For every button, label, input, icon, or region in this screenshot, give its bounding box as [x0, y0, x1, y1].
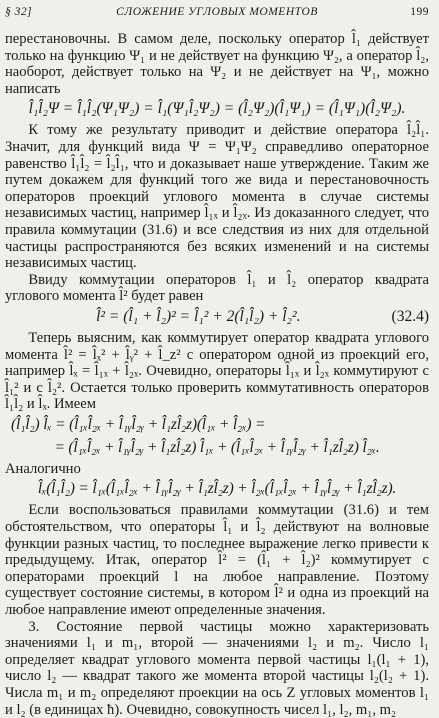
paragraph-1: перестановочны. В самом деле, поскольку оператор l̂₁ действует только на функцию Ψ₁ и не действует на функцию Ψ₂, а оператор l̂₂, наоборот, действует только на Ψ₂ и не действует на Ψ₁, можно написать: [5, 31, 429, 97]
equation-32-4-formula: l̂² = (l̂₁ + l̂₂)² = l̂₁² + 2(l̂₁l̂₂) + l̂₂².: [96, 307, 301, 325]
equation-product: l̂₁l̂₂Ψ = l̂₁l̂₂(Ψ₁Ψ₂) = l̂₁(Ψ₁l̂₂Ψ₂) = (l̂₂Ψ₂)(l̂₁Ψ₁) = (l̂₁Ψ₁)(l̂₂Ψ₂).: [28, 100, 406, 118]
running-title: СЛОЖЕНИЕ УГЛОВЫХ МОМЕНТОВ: [116, 6, 318, 18]
equation-32-4-number: (32.4): [391, 307, 429, 325]
paragraph-6: Если воспользоваться правилами коммутации (31.6) и тем обстоятельством, что операторы l̂₁ и l̂₂ действуют на волновые функции разных частиц, то последнее выражение легко привести к предыдущему. Итак, оператор l̂² = (l̂₁ + l̂₂)² коммутирует с операторами проекций l на любое направление. Поэтому существует состояние системы, в котором l̂² и одна из проекций на любое направление имеют определенные значения.: [5, 502, 429, 619]
equation-commutator-line1: (l̂₁l̂₂) l̂ₓ = (l̂₁ₓl̂₂ₓ + l̂₁ᵧl̂₂ᵧ + l̂₁zl̂₂z)(l̂₁ₓ + l̂₂ₓ) =: [11, 415, 266, 433]
paragraph-3: Ввиду коммутации операторов l̂₁ и l̂₂ оператор квадрата углового момента l̂² будет равен: [5, 271, 429, 305]
paragraph-2: К тому же результату приводит и действие оператора l̂₂l̂₁. Значит, для функций вида Ψ = Ψ₁Ψ₂ справедливо операторное равенство l̂₁l̂₂ = l̂₂l̂₁, что и доказывает наше утверждение. Таким же путем докажем для функций того же вида и перестановочность операторов проекций углового момента в случае системы независимых частиц, например l̂₁ₓ и l̂₂ₓ. Из доказанного следует, что правила коммутации (31.6) и все следствия из них для отдельной частицы распространяются без всяких изменений и на системы независимых частиц.: [5, 122, 429, 272]
page-body: [5, 31, 429, 718]
section-marker: § 32]: [5, 6, 33, 18]
equation-32-4: [5, 307, 429, 327]
paragraph-7: 3. Состояние первой частицы можно характеризовать значениями l₁ и m₁, второй — значениями l₂ и m₂. Число l₁ определяет квадрат углового момента первой частицы l₁(l₁ + 1), число l₂ — квадрат такого же момента второй частицы l₂(l₂ + 1). Числа m₁ и m₂ определяют проекции на ось Z угловых моментов l₁ и l₂ (в единицах ħ). Очевидно, совокупность чисел l₁, l₂, m₁, m₂: [5, 618, 429, 718]
paragraph-4: Теперь выясним, как коммутирует оператор квадрата углового момента l̂² = l̂ₓ² + l̂ᵧ² + l̂_z² с оператором одной из проекций его, например l̂ₓ = l̂₁ₓ + l̂₂ₓ. Очевидно, операторы l̂₁ₓ и l̂₂ₓ коммутируют с l̂₁² и с l̂₂². Остается только проверить коммутативность операторов l̂₁l̂₂ и l̂ₓ. Имеем: [5, 329, 429, 413]
equation-commutator-line2: = (l̂₁ₓl̂₂ₓ + l̂₁ᵧl̂₂ᵧ + l̂₁zl̂₂z) l̂₁ₓ + (l̂₁ₓl̂₂ₓ + l̂₁ᵧl̂₂ᵧ + l̂₁zl̂₂z) l̂₂ₓ.: [54, 438, 380, 456]
page-number: 199: [410, 6, 429, 18]
equation-analog: l̂ₓ(l̂₁l̂₂) = l̂₁ₓ(l̂₁ₓl̂₂ₓ + l̂₁ᵧl̂₂ᵧ + l̂₁zl̂₂z) + l̂₂ₓ(l̂₁ₓl̂₂ₓ + l̂₁ᵧl̂₂ᵧ + l̂₁zl̂₂z).: [37, 480, 397, 498]
paragraph-5: Аналогично: [5, 460, 81, 477]
running-header: [5, 4, 429, 22]
